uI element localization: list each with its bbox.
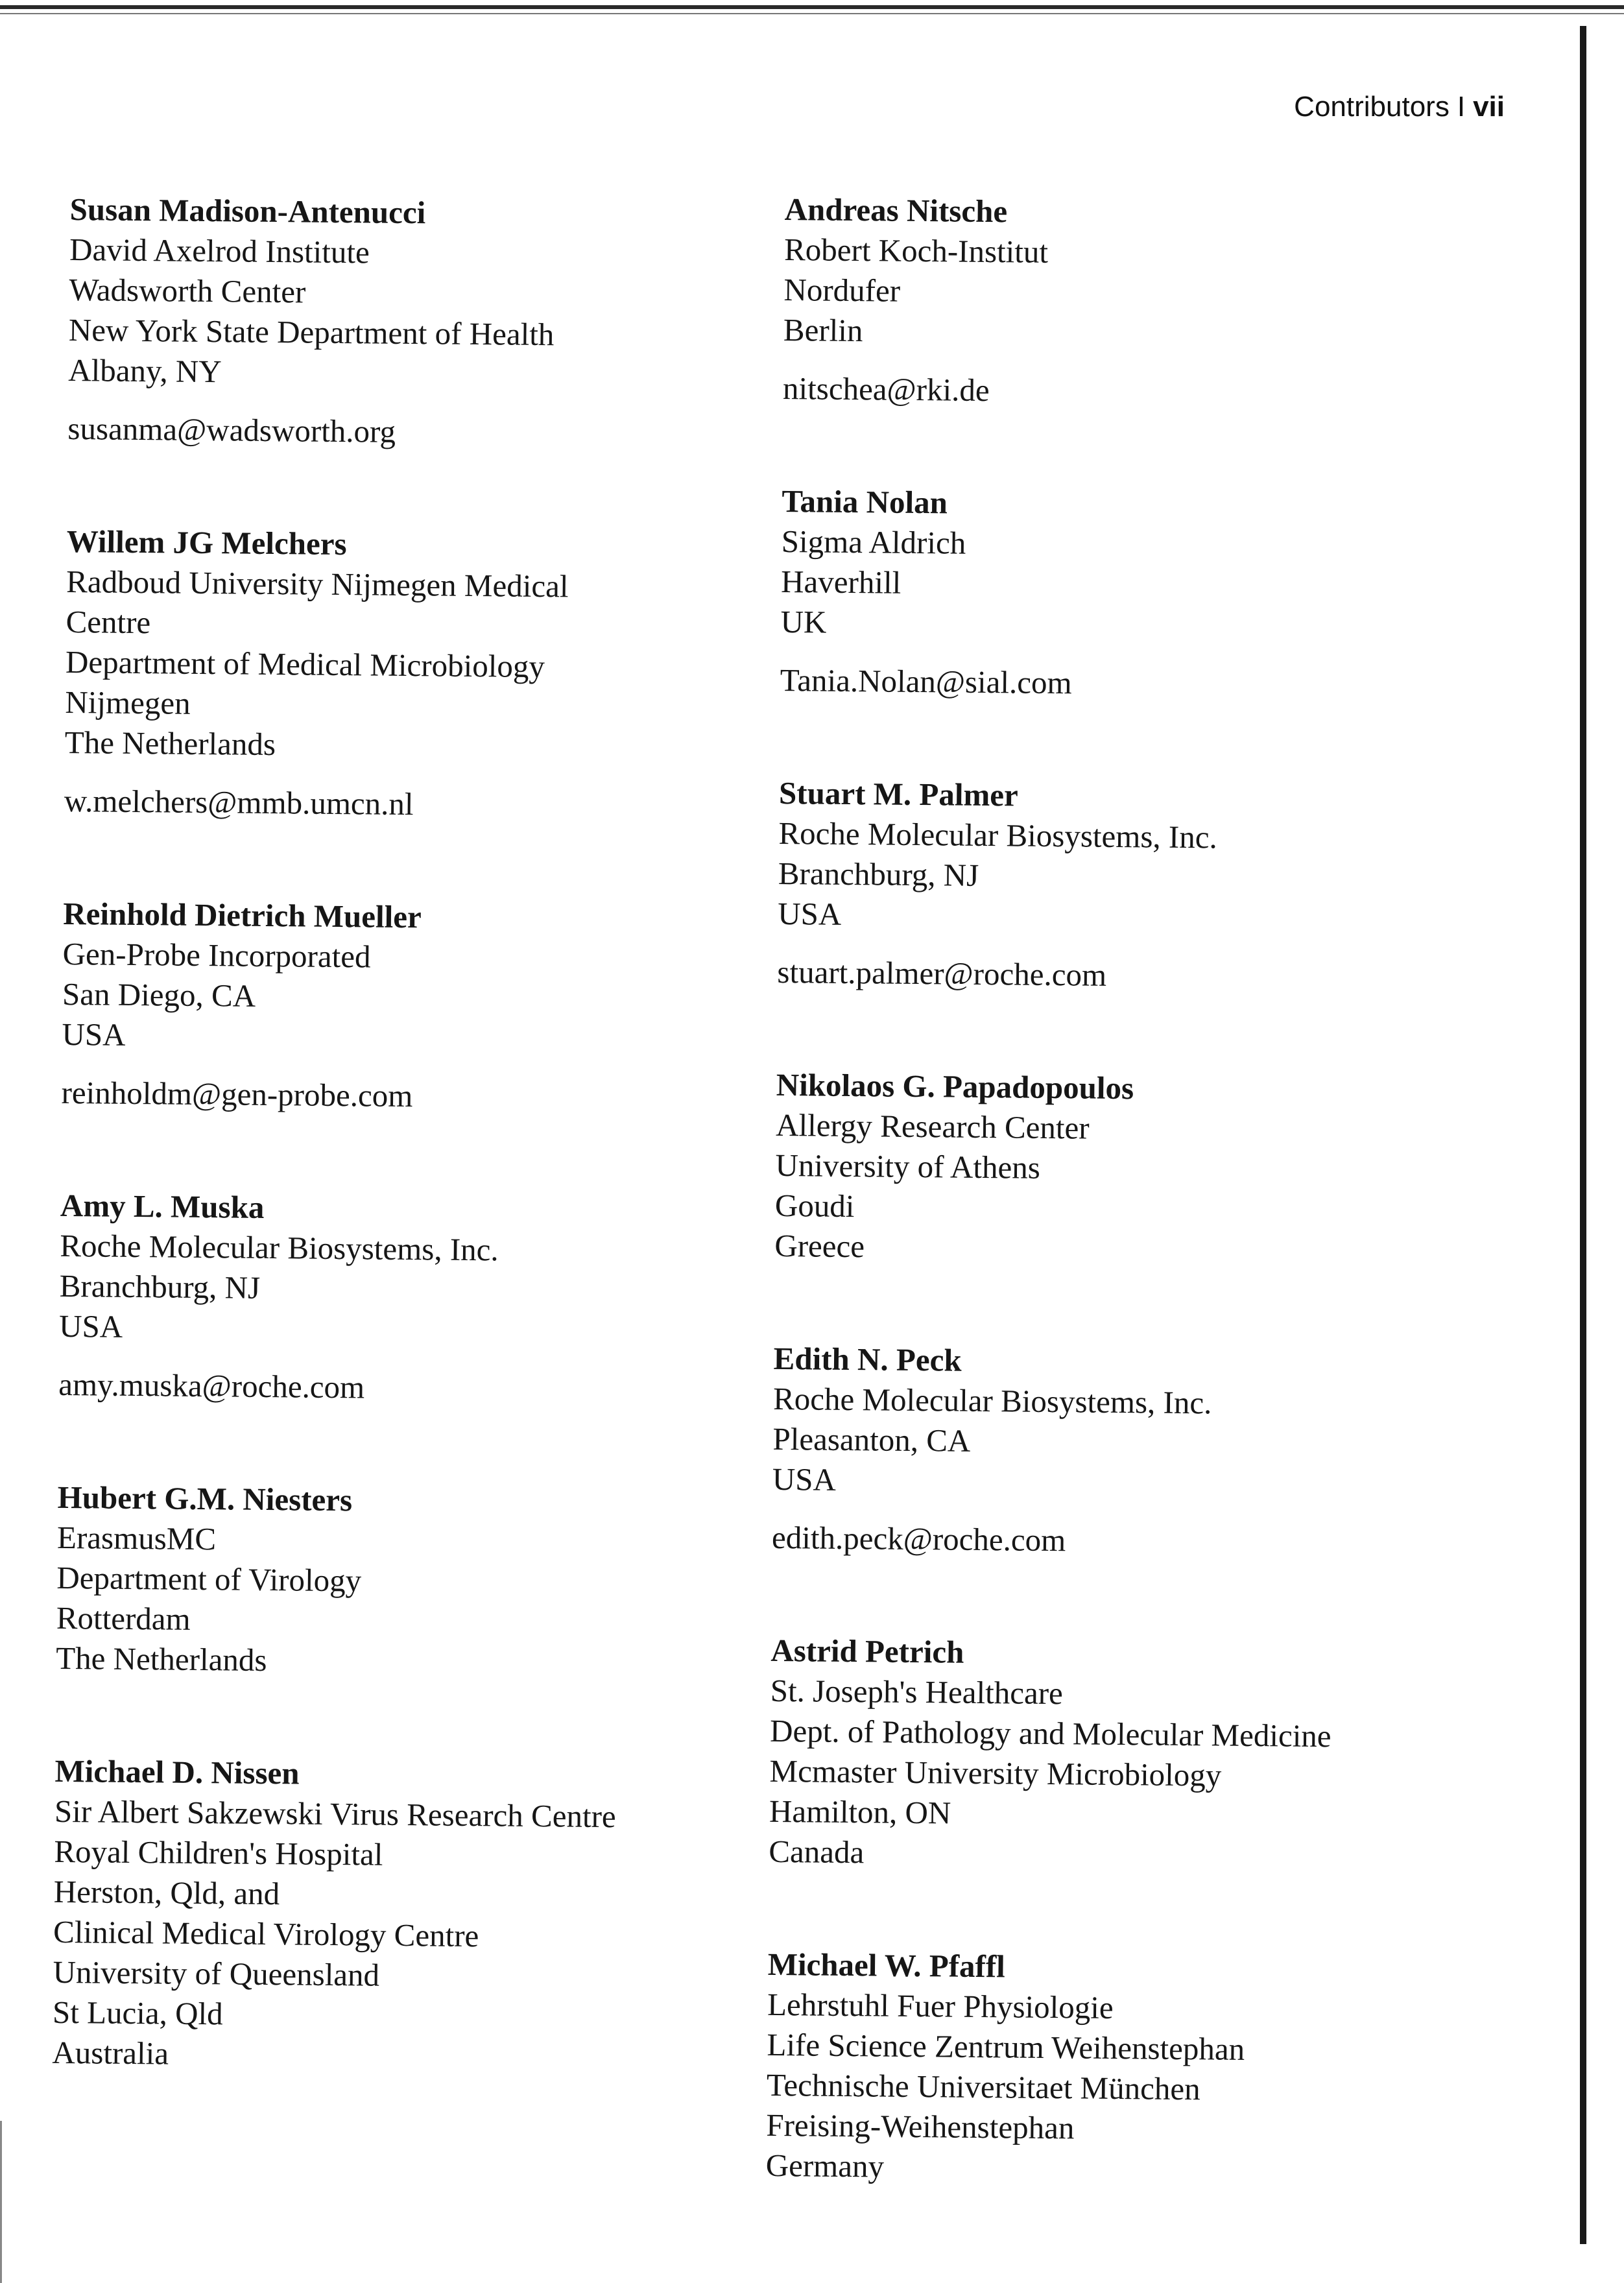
affiliation-line: University of Athens <box>775 1147 1041 1186</box>
contributor-entry <box>61 894 737 1119</box>
affiliation-line: Pleasanton, CA <box>772 1420 971 1459</box>
running-header <box>1232 91 1505 123</box>
contributor-entry <box>64 521 741 828</box>
contributor-entry <box>780 481 1527 708</box>
affiliation-line: UK <box>780 603 827 640</box>
contributor-entry <box>772 1339 1520 1565</box>
affiliation-line: ErasmusMC <box>56 1519 217 1557</box>
affiliation-line: Rotterdam <box>56 1599 191 1637</box>
affiliation-line: USA <box>62 1016 126 1053</box>
affiliation-line: Gen-Probe Incorporated <box>62 935 371 975</box>
affiliation-line: Mcmaster University Microbiology <box>769 1752 1222 1793</box>
contributor-name: Willem JG Melchers <box>66 523 347 562</box>
page-number: vii <box>1473 91 1505 123</box>
affiliation-line: Berlin <box>783 311 863 349</box>
contributor-entry <box>56 1477 732 1685</box>
contributor-name: Amy L. Muska <box>60 1187 265 1225</box>
affiliation-line: Germany <box>765 2147 885 2184</box>
affiliation-line: Radboud University Nijmegen Medical <box>66 563 569 604</box>
affiliation-line: Royal Children's Hospital <box>54 1833 383 1872</box>
affiliation-line: David Axelrod Institute <box>69 231 370 270</box>
contributor-email: nitschea@rki.de <box>782 370 990 409</box>
contributor-name: Michael W. Pfaffl <box>767 1946 1006 1985</box>
affiliation-line: St. Joseph's Healthcare <box>770 1672 1064 1712</box>
affiliation-line: San Diego, CA <box>62 975 256 1014</box>
header-section-title: Contributors <box>1294 91 1450 123</box>
affiliation-line: Technische Universitaet München <box>766 2066 1200 2107</box>
contributor-name: Susan Madison-Antenucci <box>69 191 426 231</box>
contributors-left-column <box>51 189 745 2152</box>
affiliation-line: Allergy Research Center <box>775 1106 1090 1146</box>
affiliation-line: Sigma Aldrich <box>781 523 966 561</box>
contributor-entry <box>774 1065 1522 1273</box>
affiliation-line: The Netherlands <box>64 724 276 763</box>
affiliation-line: Lehrstuhl Fuer Physiologie <box>767 1986 1114 2026</box>
contributor-email: stuart.palmer@roche.com <box>777 953 1107 993</box>
affiliation-line: Dept. of Pathology and Molecular Medicine <box>769 1712 1331 1754</box>
affiliation-line: Roche Molecular Biosystems, Inc. <box>778 815 1218 855</box>
contributor-entry <box>58 1186 735 1411</box>
header-separator: I <box>1457 91 1466 123</box>
affiliation-line: Clinical Medical Virology Centre <box>53 1913 479 1954</box>
affiliation-line: Goudi <box>774 1187 855 1225</box>
contributor-name: Edith N. Peck <box>773 1340 962 1378</box>
contributor-email: Tania.Nolan@sial.com <box>780 662 1072 701</box>
contributor-email: susanma@wadsworth.org <box>67 410 396 449</box>
affiliation-line: Sir Albert Sakzewski Virus Research Centre <box>54 1793 616 1835</box>
contributor-entry <box>777 773 1525 999</box>
affiliation-line: The Netherlands <box>55 1640 267 1679</box>
page-left-edge <box>0 2121 2 2283</box>
affiliation-line: New York State Department of Health <box>68 311 555 353</box>
contributor-name: Reinhold Dietrich Mueller <box>63 895 422 935</box>
contributor-name: Andreas Nitsche <box>784 191 1008 230</box>
affiliation-line: USA <box>772 1461 837 1498</box>
contributor-entry <box>67 189 745 455</box>
contributor-email: w.melchers@mmb.umcn.nl <box>64 782 414 822</box>
page-top-rule <box>0 5 1624 9</box>
affiliation-line: Branchburg, NJ <box>778 855 979 893</box>
affiliation-line: Herston, Qld, and <box>53 1873 280 1912</box>
affiliation-line: Roche Molecular Biosystems, Inc. <box>60 1227 499 1268</box>
affiliation-line: Canada <box>769 1833 865 1871</box>
affiliation-line: St Lucia, Qld <box>52 1994 223 2032</box>
contributor-name: Hubert G.M. Niesters <box>57 1479 353 1518</box>
affiliation-line: USA <box>58 1308 123 1345</box>
affiliation-line: USA <box>778 895 842 932</box>
affiliation-line: Department of Virology <box>56 1559 362 1599</box>
affiliation-line: Life Science Zentrum Weihenstephan <box>767 2026 1245 2067</box>
contributor-entry <box>783 189 1531 416</box>
affiliation-line: Wadsworth Center <box>69 271 306 310</box>
contributor-name: Tania Nolan <box>782 483 948 521</box>
contributor-name: Michael D. Nissen <box>54 1752 300 1791</box>
contributor-entry <box>769 1631 1517 1879</box>
contributor-entry <box>765 1944 1514 2193</box>
contributors-right-column <box>765 189 1531 2265</box>
affiliation-line: Robert Koch-Institut <box>783 231 1049 270</box>
affiliation-line: Albany, NY <box>68 352 222 390</box>
contributor-entry <box>52 1751 730 2079</box>
affiliation-line: University of Queensland <box>53 1954 380 1993</box>
affiliation-line: Centre <box>66 603 151 641</box>
contributor-name: Nikolaos G. Papadopoulos <box>776 1066 1134 1106</box>
affiliation-line: Nordufer <box>783 271 901 309</box>
contributor-name: Astrid Petrich <box>770 1632 964 1670</box>
affiliation-line: Nijmegen <box>65 684 191 721</box>
contributor-name: Stuart M. Palmer <box>778 774 1019 813</box>
affiliation-line: Roche Molecular Biosystems, Inc. <box>772 1380 1212 1421</box>
contributor-email: reinholdm@gen-probe.com <box>61 1074 413 1114</box>
affiliation-line: Greece <box>774 1227 865 1265</box>
page-right-edge <box>1580 26 1586 2244</box>
affiliation-line: Haverhill <box>780 563 902 601</box>
affiliation-line: Branchburg, NJ <box>59 1267 261 1306</box>
contributor-email: amy.muska@roche.com <box>58 1366 365 1405</box>
affiliation-line: Department of Medical Microbiology <box>65 643 545 685</box>
affiliation-line: Hamilton, ON <box>769 1793 951 1831</box>
page-top-rule-thin <box>0 13 1624 14</box>
contributor-email: edith.peck@roche.com <box>771 1519 1066 1559</box>
affiliation-line: Australia <box>52 2034 169 2072</box>
affiliation-line: Freising-Weihenstephan <box>766 2107 1075 2146</box>
